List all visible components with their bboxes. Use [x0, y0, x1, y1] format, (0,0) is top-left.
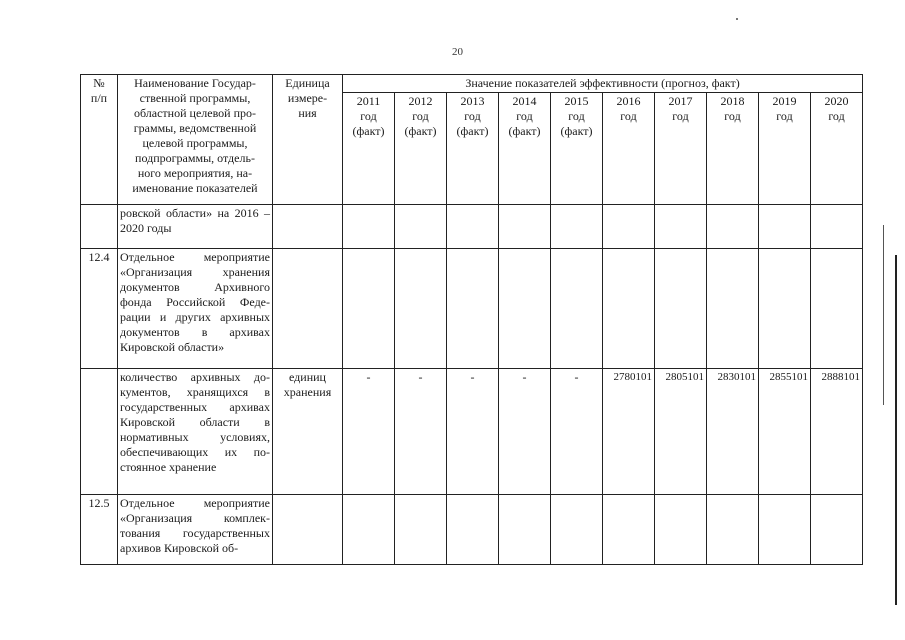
- row-value: -: [343, 369, 395, 495]
- header-year-cell: [759, 93, 811, 205]
- header-name: Наименование Государ- ственной программы, областной целевой про- граммы, ведомственной целевой программы, подпрограммы, отдель- ного мероприятия, на- именование показателей: [118, 75, 273, 205]
- year-number: 2018: [720, 94, 745, 108]
- year-label: год: [828, 109, 845, 123]
- header-year-cell: [447, 93, 499, 205]
- row-value: [551, 205, 603, 249]
- row-value: -: [447, 369, 499, 495]
- row-value: [395, 495, 447, 565]
- row-value: [499, 495, 551, 565]
- row-value: -: [551, 369, 603, 495]
- row-number: 12.5: [81, 495, 118, 565]
- row-value: -: [395, 369, 447, 495]
- year-number: 2011: [356, 94, 381, 108]
- year-number: 2015: [564, 94, 589, 108]
- scan-artifact: [736, 18, 738, 20]
- row-number: [81, 205, 118, 249]
- year-number: 2016: [616, 94, 641, 108]
- year-number: 2020: [824, 94, 849, 108]
- header-year-cell: [655, 93, 707, 205]
- row-value: [499, 205, 551, 249]
- row-name: количество архивных до-кументов, хранящихся в государственных архивах Кировской области в нормативных условиях, обеспечивающих их по-стоянное хранение: [118, 369, 273, 495]
- row-value: 2855101: [759, 369, 811, 495]
- row-value: [655, 249, 707, 369]
- row-unit: [273, 495, 343, 565]
- row-value: [551, 495, 603, 565]
- row-value: [499, 249, 551, 369]
- row-value: [447, 495, 499, 565]
- header-unit: Единица измере- ния: [273, 75, 343, 205]
- row-value: [447, 205, 499, 249]
- year-number: 2014: [512, 94, 537, 108]
- year-label: год: [724, 109, 741, 123]
- row-value: [551, 249, 603, 369]
- row-value: [759, 205, 811, 249]
- row-value: 2888101: [811, 369, 863, 495]
- header-year-cell: [811, 93, 863, 205]
- row-value: [707, 495, 759, 565]
- year-label: год (факт): [404, 109, 437, 138]
- row-value: 2780101: [603, 369, 655, 495]
- row-value: -: [499, 369, 551, 495]
- row-unit: [273, 249, 343, 369]
- year-label: год (факт): [456, 109, 489, 138]
- row-number: 12.4: [81, 249, 118, 369]
- row-value: 2805101: [655, 369, 707, 495]
- row-value: [759, 249, 811, 369]
- row-value: [447, 249, 499, 369]
- row-value: [707, 249, 759, 369]
- row-value: [395, 249, 447, 369]
- header-year-cell: [343, 93, 395, 205]
- row-value: [343, 205, 395, 249]
- row-value: [655, 495, 707, 565]
- row-value: 2830101: [707, 369, 759, 495]
- year-label: год (факт): [508, 109, 541, 138]
- year-number: 2019: [772, 94, 797, 108]
- indicators-table: [80, 74, 863, 565]
- row-value: [811, 495, 863, 565]
- table-row: [81, 205, 863, 249]
- table-row: [81, 249, 863, 369]
- row-number: [81, 369, 118, 495]
- header-number: № п/п: [81, 75, 118, 205]
- table-row: [81, 369, 863, 495]
- row-value: [343, 249, 395, 369]
- row-value: [811, 205, 863, 249]
- row-value: [811, 249, 863, 369]
- year-label: год (факт): [560, 109, 593, 138]
- scan-edge-line: [883, 225, 884, 405]
- row-value: [707, 205, 759, 249]
- page-number: 20: [452, 46, 463, 58]
- year-number: 2017: [668, 94, 693, 108]
- header-values-title: Значение показателей эффективности (прогноз, факт): [343, 75, 863, 93]
- row-value: [603, 205, 655, 249]
- row-value: [343, 495, 395, 565]
- header-year-cell: [499, 93, 551, 205]
- year-number: 2013: [460, 94, 485, 108]
- row-unit: единиц хранения: [273, 369, 343, 495]
- header-year-cell: [707, 93, 759, 205]
- header-year-cell: [603, 93, 655, 205]
- header-year-cell: [551, 93, 603, 205]
- row-value: [759, 495, 811, 565]
- row-value: [603, 495, 655, 565]
- header-row: [81, 75, 863, 93]
- year-label: год: [672, 109, 689, 123]
- year-label: год: [776, 109, 793, 123]
- row-value: [603, 249, 655, 369]
- year-label: год: [620, 109, 637, 123]
- scan-edge-line: [895, 255, 897, 605]
- table-row: [81, 495, 863, 565]
- row-unit: [273, 205, 343, 249]
- row-value: [395, 205, 447, 249]
- year-label: год (факт): [352, 109, 385, 138]
- year-number: 2012: [408, 94, 433, 108]
- row-name: Отдельное мероприятие «Организация комплек-тования государственных архивов Кировской об-: [118, 495, 273, 565]
- row-value: [655, 205, 707, 249]
- row-name: Отдельное мероприятие «Организация хранения документов Архивного фонда Российской Феде-рации и других архивных документов в архивах Кировской области»: [118, 249, 273, 369]
- row-name: ровской области» на 2016 – 2020 годы: [118, 205, 273, 249]
- header-year-cell: [395, 93, 447, 205]
